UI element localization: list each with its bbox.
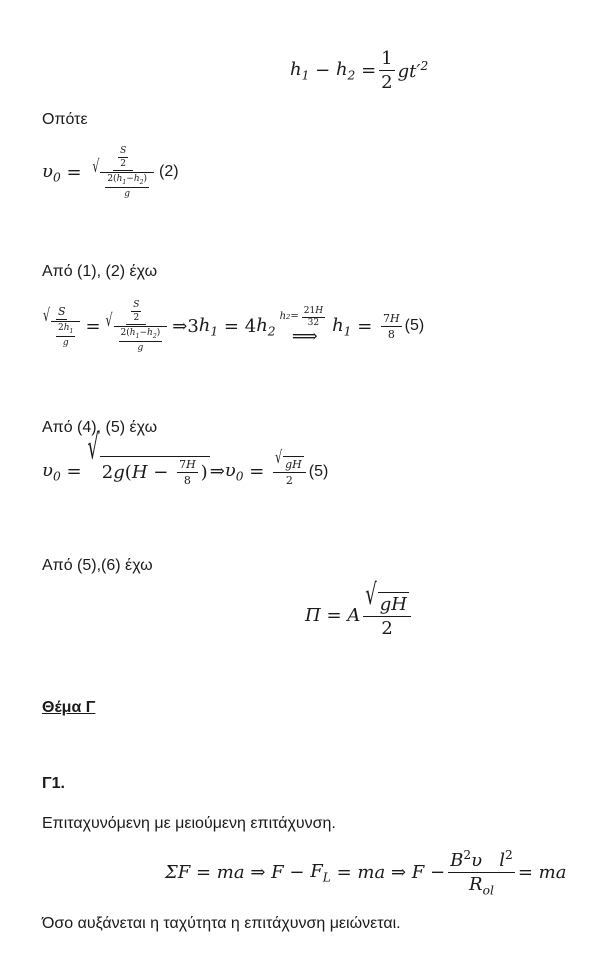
equation-power: Π = A √ gH 2 bbox=[305, 592, 414, 639]
text-apo-4-5: Από (4), (5) έχω bbox=[42, 419, 158, 436]
label-eq5a: (5) bbox=[404, 317, 425, 335]
equation-h1-minus-h2: $h_1$ − $h_2$ = $\frac{1}{2}$ $gt'^2$ bbox=[290, 48, 429, 93]
text-g1-description: Επιταχυνόμενη με μειούμενη επιτάχυνση. bbox=[42, 815, 336, 832]
text-opote: Οπότε bbox=[42, 111, 88, 128]
label-eq5b: (5) bbox=[308, 462, 329, 480]
equation-ratio-h1-h2: S √ $\frac{2h_1}{g}$ = $\frac{S}{2}$ √ $\frac{2(h_1-h_2)}{g}$ ⇒ 3 $h_1$ = 4 $h_2$ h 2 = $\frac{21H}{32}$ ⟹ $h_1$ = $\frac{7H}{8}$ (5) bbox=[43, 300, 425, 353]
text-apo-1-2: Από (1), (2) έχω bbox=[42, 263, 158, 280]
equation-sum-forces: ΣF = ma ⇒ F − $F_L$ = ma ⇒ F − $\frac{B^2\upsilon l^2}{R_{ol}}$ = ma bbox=[165, 848, 567, 898]
section-title-thema-g: Θέμα Γ bbox=[42, 699, 96, 716]
text-apo-5-6: Από (5),(6) έχω bbox=[42, 557, 153, 574]
text-final-conclusion: Όσο αυξάνεται η ταχύτητα η επιτάχυνση μειώνεται. bbox=[42, 915, 401, 932]
equation-v0-second: $\upsilon_0$ = √ 2 g ( H − $\frac{7H}{8}$ ) ⇒ $\upsilon_0$ = √ gH 2 (5) bbox=[42, 428, 329, 487]
label-eq2: (2) bbox=[159, 163, 179, 181]
equation-v0-first: $\upsilon_0$ = $\frac{S}{2}$ √ $\frac{2(h_1-h_2)}{g}$ (2) bbox=[42, 146, 179, 199]
subsection-g1: Γ1. bbox=[42, 775, 65, 792]
